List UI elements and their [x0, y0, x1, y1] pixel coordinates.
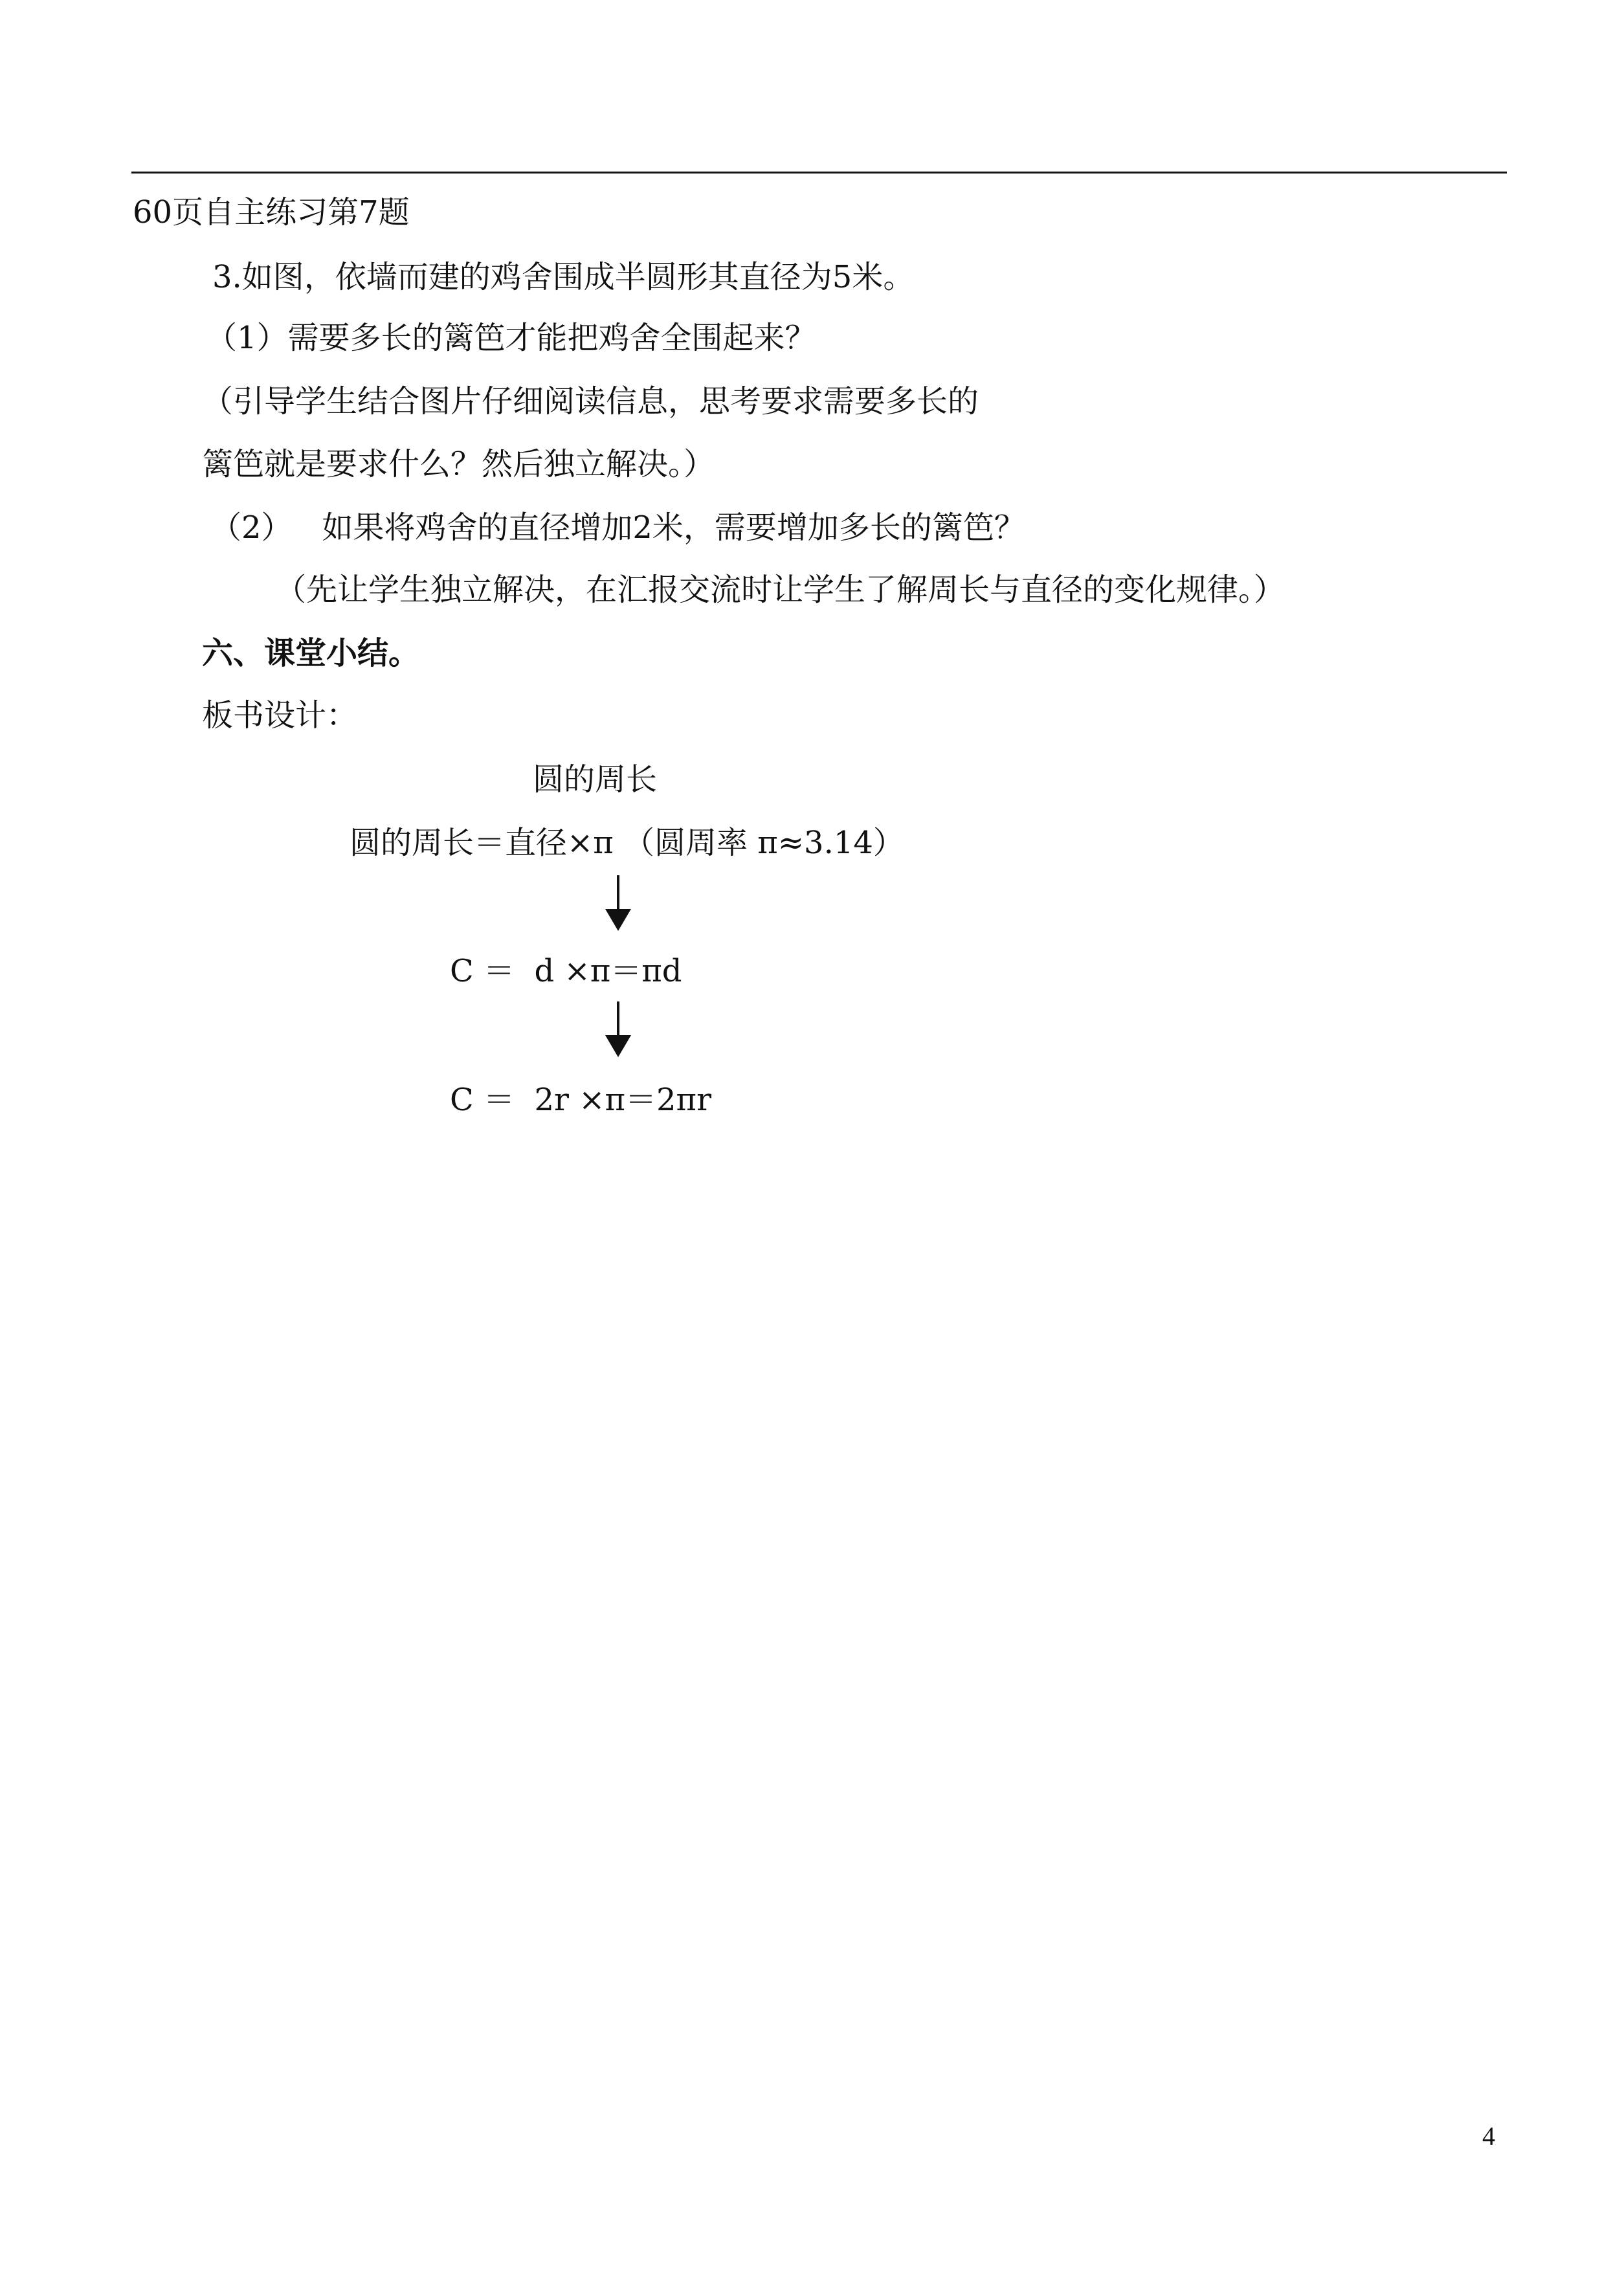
down-arrow-icon: [605, 1001, 631, 1057]
hint-1-line-1: （引导学生结合图片仔细阅读信息，思考要求需要多长的: [202, 383, 979, 419]
board-design-label: 板书设计：: [202, 697, 358, 733]
board-formula-1: 圆的周长＝直径×π （圆周率 π≈3.14）: [350, 825, 904, 861]
page-number: 4: [1482, 2121, 1495, 2151]
board-formula-3: C ＝ 2r ×π＝2πr: [450, 1082, 712, 1118]
down-arrow-icon: [605, 875, 631, 931]
exercise-reference: 60页自主练习第7题: [133, 194, 410, 230]
question-2: （2） 如果将鸡舍的直径增加2米，需要增加多长的篱笆？: [210, 509, 1025, 546]
problem-intro: 3.如图，依墙而建的鸡舍围成半圆形其直径为5米。: [212, 259, 915, 295]
question-1: （1）需要多长的篱笆才能把鸡舍全围起来？: [206, 320, 816, 356]
hint-1-line-2: 篱笆就是要求什么？然后独立解决。）: [202, 446, 715, 482]
hint-2: （先让学生独立解决，在汇报交流时让学生了解周长与直径的变化规律。）: [275, 572, 1285, 608]
header-rule: [131, 172, 1507, 173]
board-formula-2: C ＝ d ×π＝πd: [450, 953, 682, 989]
board-title: 圆的周长: [533, 761, 658, 798]
section-heading-summary: 六、课堂小结。: [202, 635, 420, 671]
